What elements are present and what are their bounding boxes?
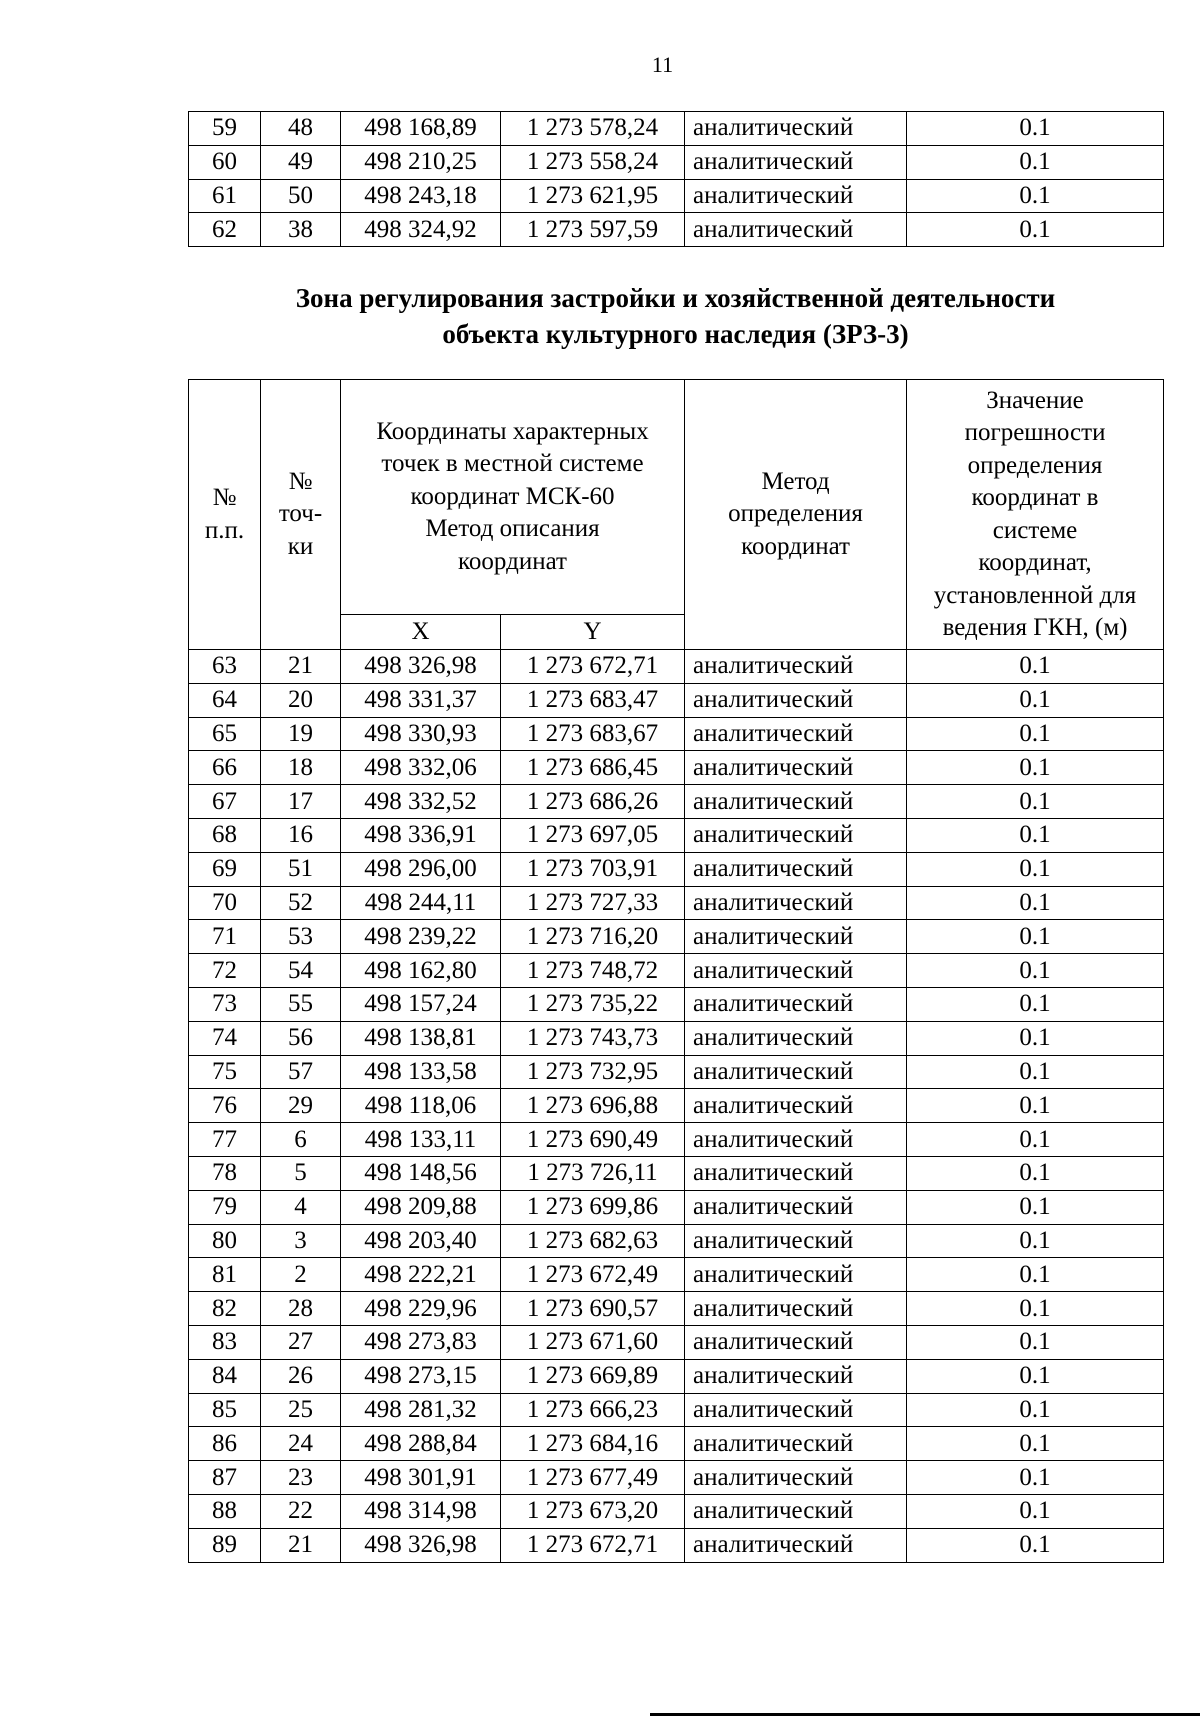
x-coordinate-cell: 498 273,83 <box>341 1325 501 1359</box>
y-coordinate-cell: 1 273 597,59 <box>501 213 685 247</box>
y-coordinate-cell: 1 273 669,89 <box>501 1359 685 1393</box>
error-value-cell: 0.1 <box>907 1190 1164 1224</box>
x-coordinate-cell: 498 331,37 <box>341 683 501 717</box>
row-number-cell: 85 <box>189 1393 261 1427</box>
error-value-cell: 0.1 <box>907 1325 1164 1359</box>
point-number-cell: 21 <box>261 1528 341 1562</box>
y-coordinate-cell: 1 273 578,24 <box>501 112 685 146</box>
y-coordinate-cell: 1 273 697,05 <box>501 818 685 852</box>
row-number-cell: 84 <box>189 1359 261 1393</box>
x-coordinate-cell: 498 296,00 <box>341 852 501 886</box>
error-value-cell: 0.1 <box>907 179 1164 213</box>
y-coordinate-cell: 1 273 743,73 <box>501 1021 685 1055</box>
y-coordinate-cell: 1 273 696,88 <box>501 1089 685 1123</box>
x-coordinate-cell: 498 239,22 <box>341 920 501 954</box>
zrz3-coordinates-table <box>188 379 1164 1563</box>
point-number-cell: 26 <box>261 1359 341 1393</box>
point-number-cell: 20 <box>261 683 341 717</box>
method-cell: аналитический <box>685 1393 907 1427</box>
table-row <box>189 785 1164 819</box>
method-cell: аналитический <box>685 1325 907 1359</box>
method-cell: аналитический <box>685 1292 907 1326</box>
error-value-cell: 0.1 <box>907 818 1164 852</box>
y-coordinate-cell: 1 273 686,45 <box>501 751 685 785</box>
footer-rule <box>650 1713 1200 1716</box>
method-cell: аналитический <box>685 683 907 717</box>
x-coordinate-cell: 498 133,11 <box>341 1123 501 1157</box>
method-cell: аналитический <box>685 1258 907 1292</box>
y-coordinate-cell: 1 273 672,71 <box>501 1528 685 1562</box>
row-number-cell: 62 <box>189 213 261 247</box>
point-number-cell: 17 <box>261 785 341 819</box>
method-cell: аналитический <box>685 1156 907 1190</box>
row-number-cell: 77 <box>189 1123 261 1157</box>
point-number-cell: 48 <box>261 112 341 146</box>
point-number-cell: 24 <box>261 1427 341 1461</box>
y-coordinate-cell: 1 273 682,63 <box>501 1224 685 1258</box>
y-coordinate-cell: 1 273 673,20 <box>501 1494 685 1528</box>
table-row <box>189 1359 1164 1393</box>
x-coordinate-cell: 498 243,18 <box>341 179 501 213</box>
x-coordinate-cell: 498 157,24 <box>341 987 501 1021</box>
method-cell: аналитический <box>685 1461 907 1495</box>
error-value-cell: 0.1 <box>907 1292 1164 1326</box>
x-coordinate-cell: 498 332,06 <box>341 751 501 785</box>
point-number-cell: 22 <box>261 1494 341 1528</box>
y-coordinate-cell: 1 273 699,86 <box>501 1190 685 1224</box>
error-value-cell: 0.1 <box>907 987 1164 1021</box>
y-coordinate-cell: 1 273 748,72 <box>501 954 685 988</box>
method-cell: аналитический <box>685 886 907 920</box>
method-cell: аналитический <box>685 1190 907 1224</box>
row-number-cell: 66 <box>189 751 261 785</box>
y-coordinate-cell: 1 273 726,11 <box>501 1156 685 1190</box>
table-row <box>189 717 1164 751</box>
header-point-number: № точ- ки <box>261 380 341 650</box>
error-value-cell: 0.1 <box>907 886 1164 920</box>
x-coordinate-cell: 498 148,56 <box>341 1156 501 1190</box>
error-value-cell: 0.1 <box>907 1258 1164 1292</box>
row-number-cell: 88 <box>189 1494 261 1528</box>
error-value-cell: 0.1 <box>907 1528 1164 1562</box>
y-coordinate-cell: 1 273 716,20 <box>501 920 685 954</box>
x-coordinate-cell: 498 326,98 <box>341 650 501 684</box>
table-row <box>189 920 1164 954</box>
error-value-cell: 0.1 <box>907 145 1164 179</box>
zone-title-line-1: Зона регулирования застройки и хозяйственной деятельности <box>295 283 1056 313</box>
header-error-value: Значение погрешности определения координат в системе координат, установленной для ведения ГКН, (м) <box>907 380 1164 650</box>
row-number-cell: 80 <box>189 1224 261 1258</box>
row-number-cell: 78 <box>189 1156 261 1190</box>
point-number-cell: 38 <box>261 213 341 247</box>
row-number-cell: 61 <box>189 179 261 213</box>
method-cell: аналитический <box>685 1359 907 1393</box>
x-coordinate-cell: 498 330,93 <box>341 717 501 751</box>
table-row <box>189 683 1164 717</box>
table-row <box>189 954 1164 988</box>
x-coordinate-cell: 498 244,11 <box>341 886 501 920</box>
x-coordinate-cell: 498 332,52 <box>341 785 501 819</box>
x-coordinate-cell: 498 326,98 <box>341 1528 501 1562</box>
row-number-cell: 70 <box>189 886 261 920</box>
table-row <box>189 1021 1164 1055</box>
point-number-cell: 49 <box>261 145 341 179</box>
y-coordinate-cell: 1 273 677,49 <box>501 1461 685 1495</box>
zone-title <box>188 280 1163 352</box>
x-coordinate-cell: 498 336,91 <box>341 818 501 852</box>
method-cell: аналитический <box>685 213 907 247</box>
point-number-cell: 51 <box>261 852 341 886</box>
method-cell: аналитический <box>685 717 907 751</box>
method-cell: аналитический <box>685 179 907 213</box>
error-value-cell: 0.1 <box>907 1156 1164 1190</box>
error-value-cell: 0.1 <box>907 1393 1164 1427</box>
row-number-cell: 72 <box>189 954 261 988</box>
table-row <box>189 987 1164 1021</box>
point-number-cell: 54 <box>261 954 341 988</box>
y-coordinate-cell: 1 273 672,71 <box>501 650 685 684</box>
header-coordinates: Координаты характерных точек в местной системе координат МСК-60 Метод описания координат <box>341 380 685 615</box>
row-number-cell: 71 <box>189 920 261 954</box>
header-row-number: № п.п. <box>189 380 261 650</box>
table-row <box>189 1325 1164 1359</box>
error-value-cell: 0.1 <box>907 112 1164 146</box>
row-number-cell: 59 <box>189 112 261 146</box>
point-number-cell: 50 <box>261 179 341 213</box>
error-value-cell: 0.1 <box>907 1224 1164 1258</box>
x-coordinate-cell: 498 168,89 <box>341 112 501 146</box>
x-coordinate-cell: 498 301,91 <box>341 1461 501 1495</box>
point-number-cell: 25 <box>261 1393 341 1427</box>
method-cell: аналитический <box>685 1055 907 1089</box>
point-number-cell: 3 <box>261 1224 341 1258</box>
point-number-cell: 53 <box>261 920 341 954</box>
y-coordinate-cell: 1 273 684,16 <box>501 1427 685 1461</box>
x-coordinate-cell: 498 209,88 <box>341 1190 501 1224</box>
error-value-cell: 0.1 <box>907 717 1164 751</box>
error-value-cell: 0.1 <box>907 1089 1164 1123</box>
x-coordinate-cell: 498 222,21 <box>341 1258 501 1292</box>
y-coordinate-cell: 1 273 672,49 <box>501 1258 685 1292</box>
page-number: 11 <box>651 52 674 77</box>
error-value-cell: 0.1 <box>907 213 1164 247</box>
table-row <box>189 1528 1164 1562</box>
y-coordinate-cell: 1 273 732,95 <box>501 1055 685 1089</box>
point-number-cell: 18 <box>261 751 341 785</box>
y-coordinate-cell: 1 273 727,33 <box>501 886 685 920</box>
row-number-cell: 89 <box>189 1528 261 1562</box>
continued-coordinates-table <box>188 111 1164 247</box>
table-row <box>189 1393 1164 1427</box>
point-number-cell: 4 <box>261 1190 341 1224</box>
header-x: X <box>341 615 501 650</box>
y-coordinate-cell: 1 273 683,47 <box>501 683 685 717</box>
error-value-cell: 0.1 <box>907 785 1164 819</box>
y-coordinate-cell: 1 273 666,23 <box>501 1393 685 1427</box>
header-y: Y <box>501 615 685 650</box>
point-number-cell: 28 <box>261 1292 341 1326</box>
error-value-cell: 0.1 <box>907 1494 1164 1528</box>
table-row <box>189 145 1164 179</box>
table-row <box>189 852 1164 886</box>
x-coordinate-cell: 498 162,80 <box>341 954 501 988</box>
point-number-cell: 55 <box>261 987 341 1021</box>
table-row <box>189 1427 1164 1461</box>
x-coordinate-cell: 498 118,06 <box>341 1089 501 1123</box>
method-cell: аналитический <box>685 1123 907 1157</box>
error-value-cell: 0.1 <box>907 1123 1164 1157</box>
method-cell: аналитический <box>685 145 907 179</box>
error-value-cell: 0.1 <box>907 1055 1164 1089</box>
method-cell: аналитический <box>685 751 907 785</box>
row-number-cell: 64 <box>189 683 261 717</box>
table-row <box>189 751 1164 785</box>
table-row <box>189 112 1164 146</box>
method-cell: аналитический <box>685 1089 907 1123</box>
point-number-cell: 19 <box>261 717 341 751</box>
row-number-cell: 87 <box>189 1461 261 1495</box>
method-cell: аналитический <box>685 954 907 988</box>
table-row <box>189 818 1164 852</box>
method-cell: аналитический <box>685 650 907 684</box>
x-coordinate-cell: 498 281,32 <box>341 1393 501 1427</box>
y-coordinate-cell: 1 273 703,91 <box>501 852 685 886</box>
point-number-cell: 57 <box>261 1055 341 1089</box>
error-value-cell: 0.1 <box>907 954 1164 988</box>
error-value-cell: 0.1 <box>907 920 1164 954</box>
row-number-cell: 76 <box>189 1089 261 1123</box>
point-number-cell: 27 <box>261 1325 341 1359</box>
x-coordinate-cell: 498 229,96 <box>341 1292 501 1326</box>
point-number-cell: 5 <box>261 1156 341 1190</box>
row-number-cell: 67 <box>189 785 261 819</box>
point-number-cell: 52 <box>261 886 341 920</box>
row-number-cell: 73 <box>189 987 261 1021</box>
method-cell: аналитический <box>685 112 907 146</box>
row-number-cell: 74 <box>189 1021 261 1055</box>
table-header <box>189 380 1164 650</box>
method-cell: аналитический <box>685 1427 907 1461</box>
point-number-cell: 29 <box>261 1089 341 1123</box>
error-value-cell: 0.1 <box>907 1461 1164 1495</box>
table-row <box>189 179 1164 213</box>
main-table-body <box>189 650 1164 1563</box>
table-row <box>189 1494 1164 1528</box>
point-number-cell: 6 <box>261 1123 341 1157</box>
table-row <box>189 650 1164 684</box>
x-coordinate-cell: 498 324,92 <box>341 213 501 247</box>
method-cell: аналитический <box>685 1494 907 1528</box>
method-cell: аналитический <box>685 852 907 886</box>
table-row <box>189 213 1164 247</box>
point-number-cell: 21 <box>261 650 341 684</box>
row-number-cell: 60 <box>189 145 261 179</box>
row-number-cell: 83 <box>189 1325 261 1359</box>
y-coordinate-cell: 1 273 558,24 <box>501 145 685 179</box>
row-number-cell: 63 <box>189 650 261 684</box>
table-row <box>189 1089 1164 1123</box>
y-coordinate-cell: 1 273 671,60 <box>501 1325 685 1359</box>
table-row <box>189 1190 1164 1224</box>
zone-title-line-2: объекта культурного наследия (ЗРЗ-3) <box>442 319 909 349</box>
point-number-cell: 2 <box>261 1258 341 1292</box>
row-number-cell: 81 <box>189 1258 261 1292</box>
table-row <box>189 1258 1164 1292</box>
error-value-cell: 0.1 <box>907 751 1164 785</box>
y-coordinate-cell: 1 273 686,26 <box>501 785 685 819</box>
x-coordinate-cell: 498 314,98 <box>341 1494 501 1528</box>
row-number-cell: 69 <box>189 852 261 886</box>
x-coordinate-cell: 498 133,58 <box>341 1055 501 1089</box>
y-coordinate-cell: 1 273 690,49 <box>501 1123 685 1157</box>
point-number-cell: 56 <box>261 1021 341 1055</box>
continued-table-body <box>189 112 1164 247</box>
header-method: Метод определения координат <box>685 380 907 650</box>
y-coordinate-cell: 1 273 690,57 <box>501 1292 685 1326</box>
y-coordinate-cell: 1 273 621,95 <box>501 179 685 213</box>
y-coordinate-cell: 1 273 683,67 <box>501 717 685 751</box>
table-row <box>189 1224 1164 1258</box>
table-row <box>189 1055 1164 1089</box>
error-value-cell: 0.1 <box>907 1427 1164 1461</box>
row-number-cell: 68 <box>189 818 261 852</box>
x-coordinate-cell: 498 288,84 <box>341 1427 501 1461</box>
y-coordinate-cell: 1 273 735,22 <box>501 987 685 1021</box>
table-row <box>189 1156 1164 1190</box>
error-value-cell: 0.1 <box>907 683 1164 717</box>
error-value-cell: 0.1 <box>907 1359 1164 1393</box>
point-number-cell: 23 <box>261 1461 341 1495</box>
x-coordinate-cell: 498 273,15 <box>341 1359 501 1393</box>
row-number-cell: 79 <box>189 1190 261 1224</box>
method-cell: аналитический <box>685 785 907 819</box>
method-cell: аналитический <box>685 1528 907 1562</box>
row-number-cell: 65 <box>189 717 261 751</box>
row-number-cell: 82 <box>189 1292 261 1326</box>
row-number-cell: 86 <box>189 1427 261 1461</box>
method-cell: аналитический <box>685 920 907 954</box>
table-row <box>189 1123 1164 1157</box>
x-coordinate-cell: 498 210,25 <box>341 145 501 179</box>
error-value-cell: 0.1 <box>907 1021 1164 1055</box>
row-number-cell: 75 <box>189 1055 261 1089</box>
method-cell: аналитический <box>685 987 907 1021</box>
method-cell: аналитический <box>685 1021 907 1055</box>
method-cell: аналитический <box>685 1224 907 1258</box>
table-row <box>189 886 1164 920</box>
table-row <box>189 1461 1164 1495</box>
method-cell: аналитический <box>685 818 907 852</box>
point-number-cell: 16 <box>261 818 341 852</box>
x-coordinate-cell: 498 203,40 <box>341 1224 501 1258</box>
table-row <box>189 1292 1164 1326</box>
x-coordinate-cell: 498 138,81 <box>341 1021 501 1055</box>
error-value-cell: 0.1 <box>907 852 1164 886</box>
error-value-cell: 0.1 <box>907 650 1164 684</box>
